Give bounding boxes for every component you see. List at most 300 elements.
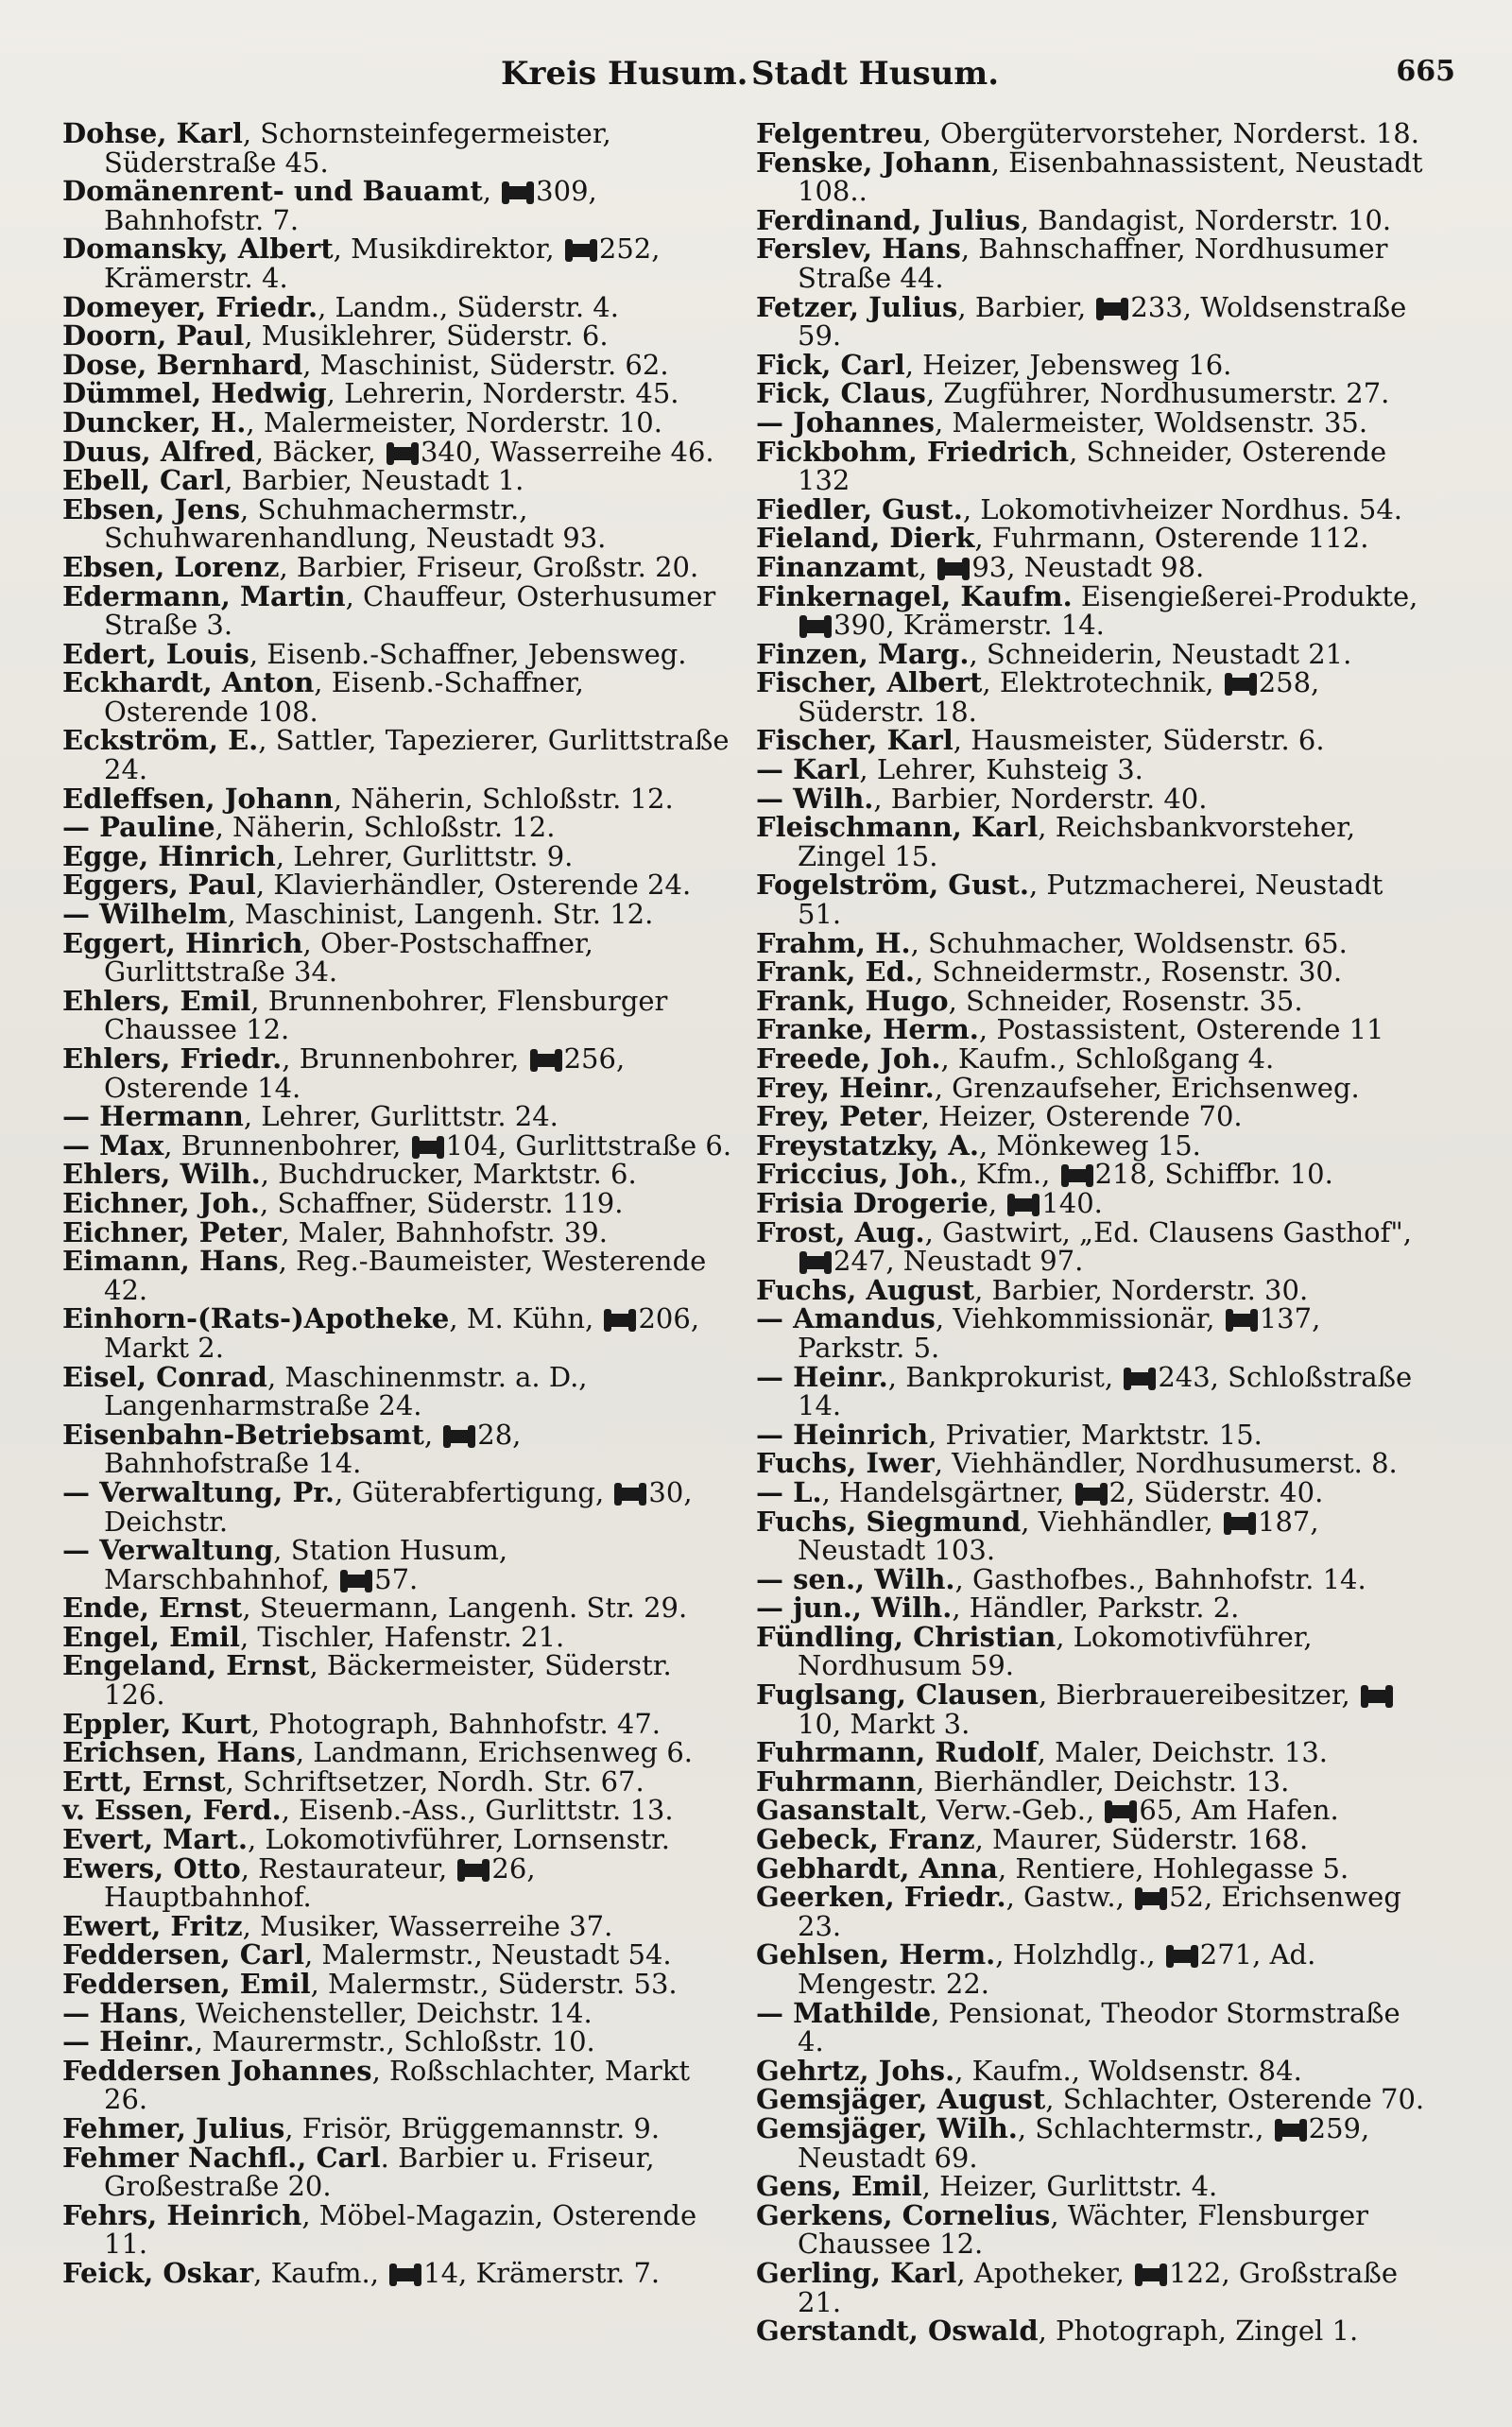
telephone-receiver-icon [1063,1169,1091,1182]
directory-entry [756,1996,1427,2058]
entry-phone-and-address: 26, Hauptbahnhof. [104,1851,536,1914]
entry-details: , Weichensteller, Deichstr. 14. [178,1996,593,2029]
directory-entry [756,203,1427,236]
entry-name: — Hermann [62,1100,244,1133]
entry-details: , Schuhmachermstr., Schuhwarenhandlung, Neustadt 93. [104,492,607,555]
entry-details: , Schneiderin, Neustadt 21. [969,637,1352,670]
entry-details: , Handelsgärtner, [821,1475,1065,1508]
directory-entry [756,1562,1427,1595]
entry-phone-and-address: 259, Neustadt 69. [798,2111,1370,2174]
entry-name: — Max [62,1128,164,1162]
directory-entry [62,1851,733,1914]
entry-name: Gehlsen, Herm. [756,1938,996,1971]
entry-name: Ferdinand, Julius [756,203,1021,236]
entry-details: , Hausmeister, Süderstr. 6. [953,724,1325,757]
directory-entry [62,1128,733,1162]
entry-phone-and-address: 2, Süderstr. 40. [1108,1475,1324,1508]
entry-name: — Heinrich [756,1418,929,1451]
entry-name: Egge, Hinrich [62,839,276,872]
entry-details: , Eisenb.-Ass., Gurlittstr. 13. [281,1794,674,1827]
directory-entry [756,1764,1427,1798]
entry-details: , Schriftsetzer, Nordh. Str. 67. [225,1764,644,1798]
directory-entry [756,234,1427,292]
entry-details: , Rentiere, Hohlegasse 5. [997,1851,1349,1885]
entry-name: Gebhardt, Anna [756,1851,998,1885]
directory-entry [62,119,733,177]
entry-details: , Barbier, Friseur, Großstr. 20. [279,550,699,583]
telephone-receiver-icon [1098,302,1126,316]
entry-details: , Obergütervorsteher, Norderst. 18. [922,117,1419,149]
entry-name: Fuhrmann, Rudolf [756,1736,1038,1769]
directory-entry [756,2198,1427,2261]
entry-details: , Schneider, Rosenstr. 35. [948,984,1303,1017]
directory-entry [62,984,733,1046]
entry-name: Gerstandt, Oswald [756,2315,1039,2348]
directory-entry [756,1044,1427,1074]
entry-name: Felgentreu [756,117,923,149]
entry-details: , Kaufm., Schloßgang 4. [940,1042,1275,1075]
entry-details: , Landm., Süderstr. 4. [318,290,619,323]
entry-details: , Eisenbahnassistent, Neustadt 108.. [798,146,1423,208]
directory-entry [756,1883,1427,1940]
entry-name: Fündling, Christian [756,1620,1057,1653]
directory-entry [756,957,1427,987]
entry-name: — Wilh. [756,782,874,815]
directory-entry [62,1620,733,1653]
entry-name: Friccius, Joh. [756,1158,959,1191]
directory-entry [62,1186,733,1219]
entry-name: Fischer, Karl [756,724,954,757]
city-title: Stadt Husum. [751,55,1000,93]
entry-name: Edleffsen, Johann [62,782,334,815]
entry-details: , Schornsteinfegermeister, Süderstraße 45. [104,117,611,179]
entry-name: Gerkens, Cornelius [756,2198,1051,2231]
entry-phone-and-address: 93, Neustadt 98. [971,550,1205,583]
entry-details: , Malermeister, Woldsenstr. 35. [934,405,1368,439]
entry-name: Dümmel, Hedwig [62,377,327,410]
entry-details: , Näherin, Schloßstr. 12. [215,811,556,844]
telephone-receiver-icon [532,1054,560,1067]
entry-name: Ebsen, Lorenz [62,550,280,583]
entry-details: , Kfm., [958,1158,1051,1191]
entry-details: , Steuermann, Langenh. Str. 29. [242,1592,688,1625]
entry-details: , Lokomotivführer, Nordhusum 59. [798,1620,1313,1682]
entry-details: , Musiklehrer, Süderstr. 6. [244,319,609,353]
entry-phone-and-address: 140. [1041,1186,1103,1219]
directory-entry [756,492,1427,525]
directory-entry [756,1420,1427,1450]
entry-name: Finzen, Marg. [756,637,970,670]
entry-details: Eisengießerei-Produkte, [1072,579,1418,612]
entry-name: Frank, Ed. [756,955,915,989]
entry-name: Fehrs, Heinrich [62,2198,302,2231]
directory-entry [62,1215,733,1248]
entry-phone-and-address: 28, Bahnhofstraße 14. [104,1418,522,1480]
entry-details: , Apotheker, [956,2256,1125,2289]
entry-details: , Heizer, Osterende 70. [920,1100,1243,1133]
directory-entry [62,1044,733,1102]
telephone-receiver-icon [1009,1198,1038,1212]
entry-name: Eppler, Kurt [62,1707,251,1740]
directory-entry [756,2256,1427,2318]
directory-entry [62,1649,733,1712]
entry-details: , Ober-Postschaffner, Gurlittstraße 34. [104,926,593,989]
directory-entry [756,2085,1427,2114]
entry-name: Frey, Peter [756,1100,921,1133]
directory-entry [756,1304,1427,1362]
entry-details: , Pensionat, Theodor Stormstraße 4. [798,1996,1400,2058]
entry-name: Ewers, Otto [62,1851,241,1885]
telephone-receiver-icon [939,562,968,576]
entry-name: Ehlers, Emil [62,984,251,1017]
entry-name: — Pauline [62,811,215,844]
telephone-receiver-icon [1227,678,1255,691]
directory-entry [756,1507,1427,1565]
entry-name: Eckström, E. [62,724,259,757]
entry-name: Ferslev, Hans [756,232,961,266]
entry-details: , Heizer, Gurlittstr. 4. [921,2170,1218,2203]
entry-details: , Verw.-Geb., [919,1794,1095,1827]
directory-entry [756,1186,1427,1219]
entry-details: , Maurermstr., Schloßstr. 10. [194,2025,595,2058]
telephone-receiver-icon [445,1430,473,1443]
entry-name: Frost, Aug. [756,1215,925,1248]
directory-entry [756,1360,1427,1422]
entry-name: Frahm, H. [756,926,911,959]
entry-details: , Kaufm., [253,2256,379,2289]
entry-details: , Gastwirt, „Ed. Clausens Gasthof", [924,1215,1412,1248]
entry-phone-and-address: 206, Markt 2. [104,1302,700,1364]
entry-name: Frey, Heinr. [756,1071,935,1104]
entry-details: , [918,550,928,583]
directory-entry [756,379,1427,408]
directory-entry [62,492,733,555]
directory-entry [756,1475,1427,1508]
entry-details: , Gasthofbes., Bahnhofstr. 14. [954,1562,1366,1595]
entry-phone-and-address: 218, Schiffbr. 10. [1094,1158,1333,1191]
entry-name: Duncker, H. [62,405,247,439]
entry-details: , Postassistent, Osterende 11 [978,1013,1384,1046]
directory-entry [62,177,733,234]
entry-name: Frank, Hugo [756,984,949,1017]
directory-entry [62,466,733,495]
entry-name: Eckhardt, Anton [62,666,315,699]
entry-phone-and-address: 187, Neustadt 103. [798,1505,1319,1567]
entry-name: Feddersen Johannes [62,2054,372,2087]
entry-name: Edermann, Martin [62,579,346,612]
entry-name: Gasanstalt [756,1794,919,1827]
entry-name: Freede, Joh. [756,1042,941,1075]
directory-entry [62,1738,733,1767]
entry-details: , Maurer, Süderstr. 168. [974,1823,1309,1856]
directory-entry [756,1593,1427,1623]
entry-details: , Barbier, Norderstr. 40. [873,782,1208,815]
entry-name: Doorn, Paul [62,319,245,353]
directory-entry [62,2256,733,2289]
entry-name: Feddersen, Emil [62,1968,311,2000]
directory-entry [62,1996,733,2029]
directory-entry [62,839,733,872]
entry-name: Finkernagel, Kaufm. [756,579,1073,612]
entry-name: Ertt, Ernst [62,1764,226,1798]
entry-details: , [423,1418,434,1451]
directory-entry [62,1420,733,1478]
telephone-receiver-icon [567,244,595,257]
directory-entry [756,668,1427,726]
entry-name: Fehmer Nachfl., Carl [62,2141,381,2174]
directory-entry [62,2198,733,2261]
entry-details: , Bankprokurist, [887,1360,1114,1393]
entry-details: , M. Kühn, [449,1302,594,1335]
telephone-receiver-icon [1137,1892,1165,1905]
entry-details: , Reg.-Baumeister, Westerende 42. [104,1245,707,1306]
telephone-receiver-icon [1137,2268,1165,2281]
entry-phone-and-address: 104, Gurlittstraße 6. [445,1128,732,1162]
directory-entry [62,379,733,408]
telephone-receiver-icon [342,1575,370,1588]
entry-name: — Verwaltung [62,1534,274,1567]
directory-entry [756,1215,1427,1278]
telephone-receiver-icon [801,620,830,633]
entry-details: , Brunnenbohrer, [282,1042,520,1075]
entry-details: , Viehhändler, [1021,1505,1213,1538]
entry-phone-and-address: 30, Deichstr. [104,1475,693,1538]
directory-entry [756,1796,1427,1825]
entry-name: — Karl [756,753,860,786]
entry-details: , Wächter, Flensburger Chaussee 12. [798,2198,1368,2261]
entry-details: , Landmann, Erichsenweg 6. [295,1736,694,1769]
entry-phone-and-address: 137, Parkstr. 5. [798,1302,1321,1364]
entry-name: — Mathilde [756,1996,932,2029]
directory-entry [756,1015,1427,1044]
directory-entry [756,1102,1427,1131]
directory-entry [62,1536,733,1593]
directory-entry [756,290,1427,353]
telephone-receiver-icon [414,1141,442,1154]
entry-details: , Holzhdlg., [995,1938,1156,1971]
entry-name: Eisel, Conrad [62,1360,267,1393]
entry-details: , Barbier, Norderstr. 30. [974,1273,1309,1306]
directory-entry [62,405,733,439]
directory-entry [756,2172,1427,2201]
entry-details: , Schlachtermstr., [1017,2111,1264,2144]
entry-name: Ehlers, Friedr. [62,1042,283,1075]
directory-entry [62,1593,733,1623]
directory-entry [62,724,733,786]
entry-details: , Maschinist, Langenh. Str. 12. [227,898,654,931]
entry-name: Feddersen, Carl [62,1938,304,1971]
entry-name: Fickbohm, Friedrich [756,435,1070,468]
entry-details: , Reichsbankvorsteher, Zingel 15. [798,811,1356,872]
entry-details: , Station Husum, Marschbahnhof, [104,1534,508,1595]
entry-name: v. Essen, Ferd. [62,1794,282,1827]
entry-details: , Lehrer, Gurlittstr. 9. [275,839,574,872]
directory-entry [62,1160,733,1189]
directory-entry [62,1304,733,1362]
entry-details: , Grenzaufseher, Erichsenweg. [934,1071,1360,1104]
entry-name: Dose, Bernhard [62,348,303,381]
entry-details: , Güterabfertigung, [335,1475,605,1508]
directory-entry [756,813,1427,870]
entry-details: , Bierbrauereibesitzer, [1038,1678,1350,1712]
entry-name: Freystatzky, A. [756,1128,979,1162]
directory-entry [756,1071,1427,1104]
entry-details: , Maler, Bahnhofstr. 39. [281,1215,608,1248]
entry-phone-and-address: 309, Bahnhofstr. 7. [104,175,597,236]
entry-name: Dohse, Karl [62,117,243,149]
entry-name: Fenske, Johann [756,146,991,179]
entry-name: Edert, Louis [62,637,249,670]
directory-entry [62,1970,733,1999]
entry-details: , Malermstr., Süderstr. 53. [310,1968,678,2000]
telephone-receiver-icon [1228,1314,1256,1327]
telephone-receiver-icon [1363,1690,1391,1703]
directory-entry [756,579,1427,642]
entry-name: Fetzer, Julius [756,290,958,323]
entry-phone-and-address: 390, Krämerstr. 14. [833,609,1105,642]
entry-name: Fick, Claus [756,377,926,410]
entry-name: Eggers, Paul [62,869,256,902]
telephone-receiver-icon [1077,1488,1106,1501]
entry-details: , Schaffner, Süderstr. 119. [260,1186,624,1219]
directory-entry [62,1764,733,1798]
entry-details: , Maler, Deichstr. 13. [1037,1736,1329,1769]
directory-entry [756,435,1427,497]
entry-name: — sen., Wilh. [756,1562,955,1595]
entry-details: , Zugführer, Nordhusumerstr. 27. [925,377,1390,410]
entry-details: , Restaurateur, [240,1851,448,1885]
directory-entry [62,290,733,323]
entry-name: Fieland, Dierk [756,522,975,555]
directory-entry [756,1825,1427,1854]
entry-details: , Bandagist, Norderstr. 10. [1020,203,1392,236]
entry-name: Engeland, Ernst [62,1649,310,1682]
entry-name: Geerken, Friedr. [756,1881,1006,1914]
entry-name: Finanzamt [756,550,919,583]
entry-name: Fogelström, Gust. [756,869,1029,902]
entry-details: , Barbier, [957,290,1087,323]
entry-name: Franke, Herm. [756,1013,979,1046]
entry-name: Ewert, Fritz [62,1909,243,1942]
entry-name: Fischer, Albert [756,666,983,699]
entry-details: , Roßschlachter, Markt 26. [104,2054,690,2116]
telephone-receiver-icon [1107,1805,1135,1818]
entry-name: — Heinr. [756,1360,888,1393]
entry-phone-and-address: 252, Krämerstr. 4. [104,232,661,294]
entry-details: , Bäcker, [254,435,376,468]
entry-name: Fuchs, August [756,1273,975,1306]
entry-name: — L. [756,1475,822,1508]
entry-details: , Händler, Parkstr. 2. [952,1592,1240,1625]
entry-name: Gerling, Karl [756,2256,957,2289]
entry-details: , Brunnenbohrer, [163,1128,402,1162]
directory-entry [62,579,733,642]
entry-name: Eggert, Hinrich [62,926,303,959]
entry-name: Domänenrent- und Bauamt [62,175,483,208]
entry-details: , Bahnschaffner, Nordhusumer Straße 44. [798,232,1388,294]
entry-details: , Musikdirektor, [333,232,555,266]
entry-name: Fuchs, Iwer [756,1447,935,1480]
directory-entry [756,1160,1427,1189]
entry-name: Gehrtz, Johs. [756,2054,955,2087]
directory-entry [756,637,1427,670]
entry-details: , Sattler, Tapezierer, Gurlittstraße 24. [104,724,730,786]
entry-name: Ebell, Carl [62,464,225,497]
entry-name: — Hans [62,1996,179,2029]
entry-name: Fuchs, Siegmund [756,1505,1022,1538]
entry-name: Ende, Ernst [62,1592,243,1625]
directory-entry [756,119,1427,148]
entry-details: , Möbel-Magazin, Osterende 11. [104,2198,697,2261]
entry-details: , Gastw., [1005,1881,1125,1914]
directory-entry [62,784,733,814]
entry-phone-and-address: 258, Süderstr. 18. [798,666,1320,728]
entry-name: Eisenbahn-Betriebsamt [62,1418,424,1451]
directory-entry [756,348,1427,381]
entry-name: Feick, Oskar [62,2256,254,2289]
telephone-receiver-icon [606,1314,634,1327]
entry-details: , Bäckermeister, Süderstr. 126. [104,1649,672,1712]
entry-details: , Schuhmacher, Woldsenstr. 65. [910,926,1348,959]
entry-details: , Lehrer, Gurlittstr. 24. [243,1100,558,1133]
directory-entry [756,2054,1427,2087]
entry-details: , Lehrerin, Norderstr. 45. [326,377,679,410]
entry-details: , Privatier, Marktstr. 15. [928,1418,1263,1451]
entry-details: , Maschinenmstr. a. D., Langenharmstraße 24. [104,1360,588,1422]
entry-name: — Johannes [756,405,935,439]
entry-phone-and-address: 340, Wasserreihe 46. [420,435,714,468]
entry-details: , Lokomotivheizer Nordhus. 54. [962,492,1402,525]
directory-entry [756,1620,1427,1682]
entry-name: — jun., Wilh. [756,1592,953,1625]
entry-name: Engel, Emil [62,1620,240,1653]
entry-name: Fiedler, Gust. [756,492,963,525]
entry-name: Gemsjäger, Wilh. [756,2111,1018,2144]
entry-name: Frisia Drogerie [756,1186,988,1219]
directory-entry [756,524,1427,553]
directory-entry [756,2111,1427,2174]
directory-entry [756,755,1427,784]
entry-name: Fleischmann, Karl [756,811,1039,844]
directory-entry [756,1851,1427,1885]
entry-name: Gemsjäger, August [756,2083,1046,2116]
directory-entry [62,1360,733,1422]
entry-details: , Buchdrucker, Marktstr. 6. [260,1158,637,1191]
entry-name: Ehlers, Wilh. [62,1158,261,1191]
directory-entry [756,550,1427,583]
directory-entry [756,1128,1427,1162]
entry-details: , Chauffeur, Osterhusumer Straße 3. [104,579,716,642]
directory-entry [62,870,733,900]
entry-details: , Bierhändler, Deichstr. 13. [916,1764,1290,1798]
entry-name: Gens, Emil [756,2170,922,2203]
directory-entry [62,1475,733,1538]
telephone-receiver-icon [388,447,417,460]
directory-entry [756,869,1427,931]
directory-entry [62,550,733,583]
entry-details: , Photograph, Zingel 1. [1038,2315,1359,2348]
entry-phone-and-address: 14, Krämerstr. 7. [423,2256,661,2289]
telephone-receiver-icon [801,1256,830,1269]
entry-details: , Fuhrmann, Osterende 112. [974,522,1369,555]
directory-entry [62,234,733,292]
entry-details: , Tischler, Hafenstr. 21. [239,1620,565,1653]
entry-phone-and-address: 233, Woldsenstraße 59. [798,290,1407,353]
entry-name: Domeyer, Friedr. [62,290,318,323]
directory-entry [62,2111,733,2144]
directory-entry [62,1102,733,1131]
entry-details: , Viehkommissionär, [935,1302,1215,1335]
